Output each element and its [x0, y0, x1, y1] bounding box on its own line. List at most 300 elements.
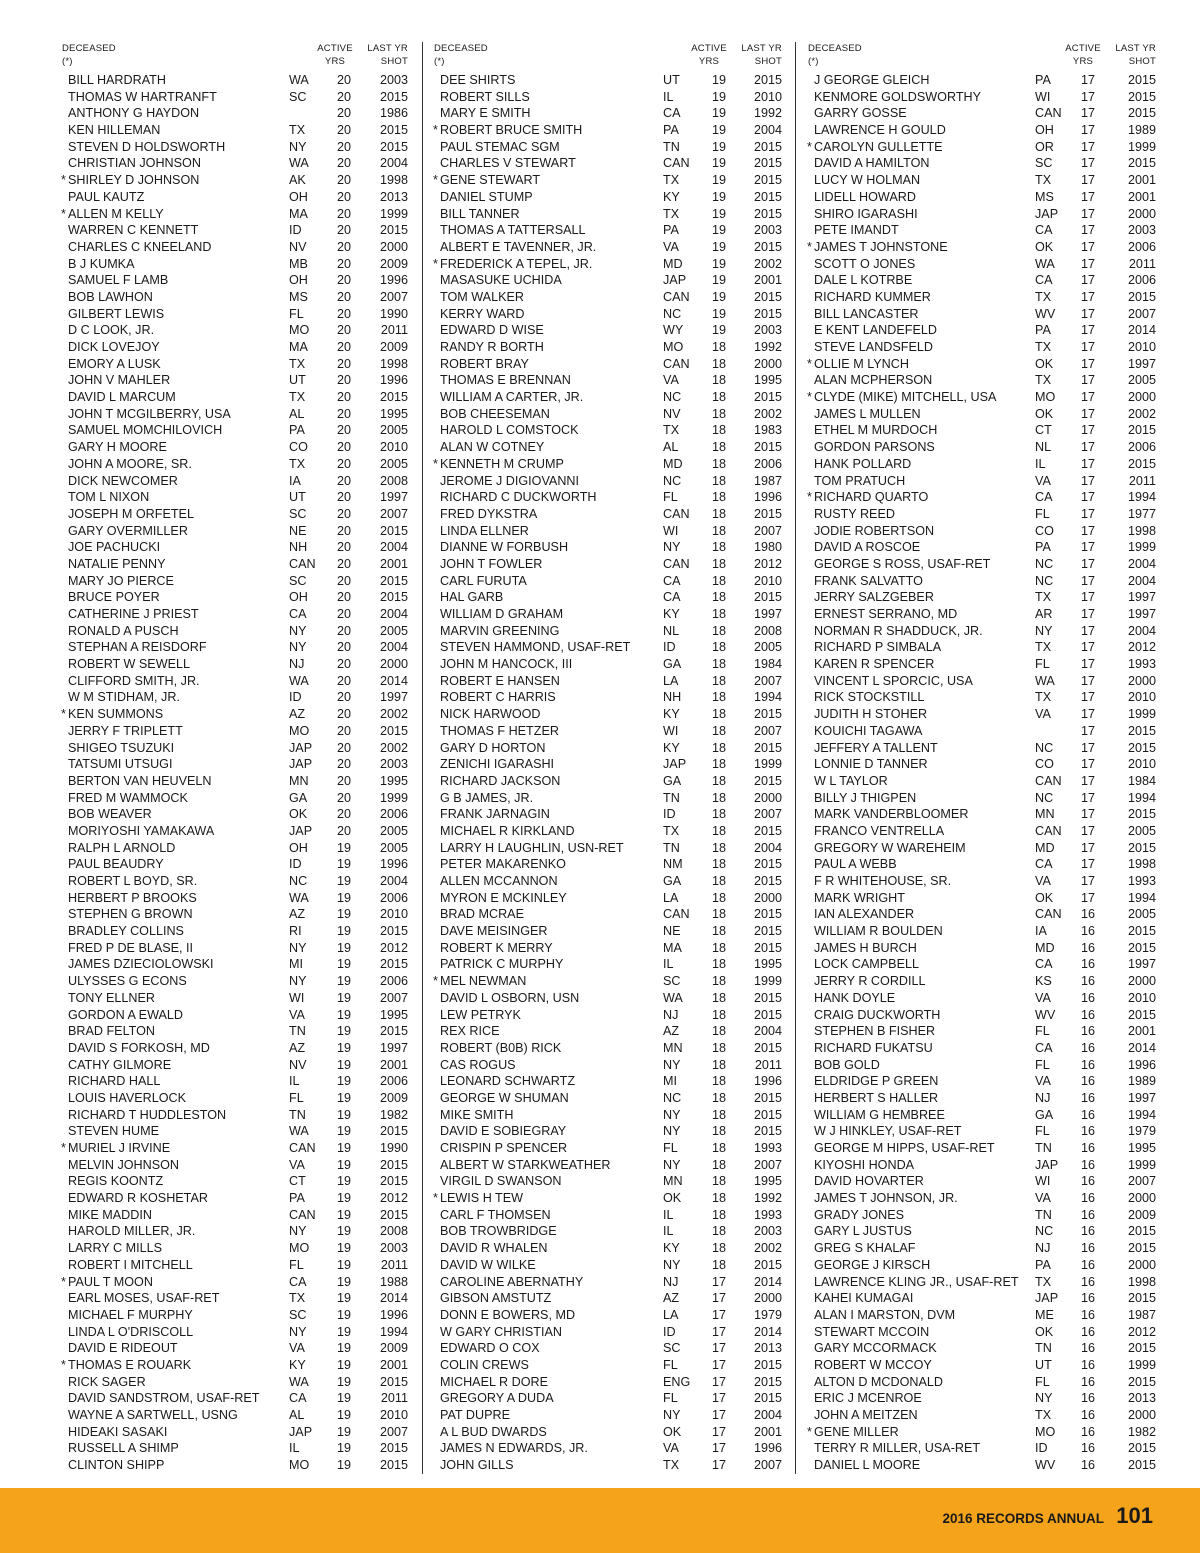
- active-years: 20: [336, 673, 351, 688]
- table-row: [62, 339, 408, 356]
- table-row: [434, 639, 782, 656]
- hunter-name: LEW PETRYK: [440, 1007, 521, 1022]
- hunter-name: FRED P DE BLASE, II: [68, 940, 194, 955]
- last-year-shot: 2000: [753, 790, 782, 805]
- last-year-shot: 2007: [1127, 306, 1156, 321]
- active-years: 20: [336, 73, 351, 87]
- table-row: [62, 1140, 408, 1157]
- last-year-shot: 2015: [1127, 1458, 1156, 1473]
- header-shot: SHOT: [1128, 56, 1156, 67]
- last-year-shot: 1979: [753, 1307, 782, 1322]
- table-row: [808, 1440, 1156, 1457]
- last-year-shot: 1995: [753, 373, 782, 388]
- last-year-shot: 2015: [1127, 289, 1156, 304]
- active-years: 16: [1080, 1191, 1095, 1206]
- active-years: 17: [1080, 323, 1095, 338]
- hunter-name: RICK SAGER: [68, 1374, 146, 1389]
- active-years: 19: [336, 1141, 351, 1155]
- hunter-name: ROBERT W SEWELL: [68, 657, 191, 672]
- table-row: [434, 1173, 782, 1190]
- table-row: [434, 689, 782, 706]
- table-row: [62, 506, 408, 523]
- table-row: [434, 1090, 782, 1107]
- hunter-name: DAVID R WHALEN: [440, 1241, 548, 1256]
- active-years: 20: [336, 440, 351, 455]
- table-row: [434, 1240, 782, 1257]
- table-row: [808, 1374, 1156, 1391]
- table-row: [434, 740, 782, 757]
- hunter-name: CAROLYN GULLETTE: [814, 139, 943, 154]
- state: TX: [663, 206, 680, 221]
- table-row: [434, 606, 782, 623]
- hunter-name: IAN ALEXANDER: [814, 907, 915, 922]
- last-year-shot: 2000: [1127, 974, 1156, 989]
- last-year-shot: 2010: [753, 573, 782, 588]
- state: CA: [1035, 1040, 1053, 1055]
- last-year-shot: 1992: [753, 106, 782, 121]
- state: CA: [289, 607, 307, 621]
- state: TX: [289, 390, 306, 405]
- hunter-name: JOHN M HANCOCK, III: [440, 657, 573, 672]
- table-row: [808, 589, 1156, 606]
- active-years: 16: [1080, 940, 1095, 955]
- table-row: [434, 1307, 782, 1324]
- active-years: 19: [711, 173, 726, 188]
- state: OK: [1035, 890, 1054, 905]
- table-row: [434, 1073, 782, 1090]
- active-years: 17: [711, 1441, 726, 1456]
- deceased-marker: *: [61, 1357, 66, 1372]
- last-year-shot: 2007: [753, 523, 782, 538]
- active-years: 20: [336, 289, 351, 304]
- hunter-name: GEORGE J KIRSCH: [814, 1257, 931, 1272]
- header-active-yrs: [315, 42, 355, 68]
- table-row: [434, 556, 782, 573]
- active-years: 20: [336, 473, 351, 488]
- hunter-name: MIKE MADDIN: [68, 1207, 152, 1222]
- active-years: 19: [336, 1241, 351, 1256]
- hunter-name: GORDON PARSONS: [814, 440, 935, 455]
- active-years: 20: [336, 423, 351, 438]
- hunter-name: GEORGE S ROSS, USAF-RET: [814, 556, 991, 571]
- hunter-name: SHIRO IGARASHI: [814, 206, 918, 221]
- hunter-name: CHARLES C KNEELAND: [68, 239, 212, 254]
- active-years: 18: [711, 790, 726, 805]
- active-years: 17: [1080, 390, 1095, 405]
- state: FL: [1035, 506, 1050, 521]
- active-years: 20: [336, 823, 351, 838]
- active-years: 19: [711, 73, 726, 87]
- table-row: [808, 1240, 1156, 1257]
- active-years: 19: [336, 940, 351, 955]
- table-row: [808, 89, 1156, 106]
- column-divider: [422, 42, 423, 1474]
- table-row: [62, 1440, 408, 1457]
- hunter-name: JAMES DZIECIOLOWSKI: [68, 957, 214, 972]
- active-years: 18: [711, 857, 726, 872]
- active-years: 17: [1080, 456, 1095, 471]
- state: JAP: [1035, 1291, 1059, 1306]
- table-row: [62, 439, 408, 456]
- active-years: 19: [336, 1224, 351, 1239]
- hunter-name: SHIRLEY D JOHNSON: [68, 173, 200, 188]
- active-years: 18: [711, 1024, 726, 1039]
- hunter-name: RONALD A PUSCH: [68, 623, 179, 638]
- active-years: 18: [711, 874, 726, 888]
- state: MO: [289, 723, 310, 738]
- table-row: [808, 1190, 1156, 1207]
- hunter-name: ROBERT C HARRIS: [440, 690, 556, 705]
- hunter-name: DAVID A HAMILTON: [814, 156, 930, 171]
- state: TX: [1035, 640, 1052, 655]
- table-row: [434, 222, 782, 239]
- table-row: [62, 1274, 408, 1291]
- active-years: 19: [336, 1157, 351, 1172]
- state: NE: [663, 924, 681, 939]
- hunter-name: KIYOSHI HONDA: [814, 1157, 915, 1172]
- last-year-shot: 2007: [753, 1458, 782, 1473]
- table-row: [62, 840, 408, 857]
- active-years: 16: [1080, 1424, 1095, 1439]
- hunter-name: JOHN A MEITZEN: [814, 1408, 918, 1422]
- last-year-shot: 1997: [379, 490, 408, 505]
- last-year-shot: 2015: [753, 139, 782, 154]
- active-years: 17: [711, 1374, 726, 1389]
- state: NY: [289, 974, 307, 989]
- active-years: 19: [711, 223, 726, 238]
- last-year-shot: 2015: [1127, 1224, 1156, 1239]
- state: TN: [663, 139, 680, 154]
- hunter-name: KENMORE GOLDSWORTHY: [814, 89, 982, 104]
- table-row: [808, 773, 1156, 790]
- hunter-name: NORMAN R SHADDUCK, JR.: [814, 623, 983, 638]
- state: TN: [663, 790, 680, 805]
- last-year-shot: 1995: [753, 957, 782, 972]
- table-row: [434, 272, 782, 289]
- table-row: [62, 556, 408, 573]
- last-year-shot: 2015: [379, 390, 408, 405]
- active-years: 18: [711, 773, 726, 788]
- table-row: [434, 1157, 782, 1174]
- last-year-shot: 1997: [1127, 607, 1156, 621]
- last-year-shot: 2014: [753, 1274, 782, 1289]
- table-row: [434, 506, 782, 523]
- state: AZ: [289, 1040, 306, 1055]
- table-row: [62, 372, 408, 389]
- state: WA: [663, 990, 683, 1005]
- state: PA: [663, 123, 679, 138]
- table-row: [434, 1340, 782, 1357]
- hunter-name: HERBERT S HALLER: [814, 1090, 939, 1105]
- last-year-shot: 1988: [379, 1274, 408, 1289]
- hunter-name: JERRY R CORDILL: [814, 974, 926, 989]
- table-row: [808, 639, 1156, 656]
- state: CAN: [1035, 823, 1062, 838]
- active-years: 19: [336, 1090, 351, 1105]
- table-row: [62, 1090, 408, 1107]
- active-years: 18: [711, 1141, 726, 1155]
- last-year-shot: 2009: [379, 340, 408, 354]
- table-row: [434, 1207, 782, 1224]
- active-years: 19: [336, 990, 351, 1005]
- hunter-name: ALAN W COTNEY: [440, 440, 545, 455]
- hunter-name: DAVID E SOBIEGRAY: [440, 1124, 567, 1139]
- hunter-name: MURIEL J IRVINE: [68, 1141, 171, 1155]
- active-years: 18: [711, 1224, 726, 1239]
- table-row: [62, 206, 408, 223]
- hunter-name: BRUCE POYER: [68, 590, 160, 605]
- active-years: 19: [711, 123, 726, 138]
- state: MD: [1035, 840, 1055, 855]
- state: OK: [663, 1191, 682, 1206]
- deceased-marker: *: [433, 256, 438, 271]
- last-year-shot: 2011: [1128, 256, 1156, 271]
- state: FL: [663, 490, 678, 505]
- table-row: [808, 723, 1156, 740]
- last-year-shot: 2014: [379, 673, 408, 688]
- table-row: [434, 573, 782, 590]
- state: FL: [1035, 657, 1050, 672]
- hunter-name: TERRY R MILLER, USA-RET: [814, 1441, 981, 1456]
- table-row: [808, 706, 1156, 723]
- active-years: 20: [336, 540, 351, 555]
- table-row: [62, 806, 408, 823]
- state: NY: [289, 1224, 307, 1239]
- table-row: [434, 523, 782, 540]
- last-year-shot: 1995: [379, 406, 408, 421]
- last-year-shot: 1996: [753, 1441, 782, 1456]
- last-year-shot: 2014: [379, 1291, 408, 1306]
- active-years: 19: [336, 1191, 351, 1206]
- last-year-shot: 1989: [1127, 1074, 1156, 1089]
- hunter-name: GENE STEWART: [440, 173, 541, 188]
- state: CA: [289, 1274, 307, 1289]
- active-years: 19: [336, 974, 351, 989]
- state: AL: [289, 1408, 305, 1422]
- table-row: [808, 1090, 1156, 1107]
- state: FL: [289, 1090, 304, 1105]
- last-year-shot: 2013: [1127, 1391, 1156, 1406]
- state: IL: [1035, 456, 1046, 471]
- table-row: [62, 973, 408, 990]
- hunter-name: HAROLD L COMSTOCK: [440, 423, 579, 438]
- state: MD: [663, 256, 683, 271]
- active-years: 20: [336, 173, 351, 188]
- active-years: 18: [711, 1124, 726, 1139]
- hunter-name: WILLIAM G HEMBREE: [814, 1107, 945, 1122]
- table-row: [62, 740, 408, 757]
- table-row: [434, 539, 782, 556]
- active-years: 16: [1080, 974, 1095, 989]
- last-year-shot: 1993: [753, 1141, 782, 1155]
- active-years: 17: [1080, 840, 1095, 855]
- table-row: [434, 823, 782, 840]
- last-year-shot: 2006: [379, 1074, 408, 1089]
- state: NY: [289, 1324, 307, 1339]
- active-years: 17: [711, 1291, 726, 1306]
- active-years: 17: [1080, 356, 1095, 371]
- hunter-name: HAROLD MILLER, JR.: [68, 1224, 196, 1239]
- table-row: [808, 1307, 1156, 1324]
- last-year-shot: 2015: [753, 239, 782, 254]
- active-years: 20: [336, 657, 351, 672]
- last-year-shot: 2000: [753, 1291, 782, 1306]
- state: TX: [289, 456, 306, 471]
- last-year-shot: 2000: [1127, 673, 1156, 688]
- last-year-shot: 1993: [1127, 657, 1156, 672]
- hunter-name: E KENT LANDEFELD: [814, 323, 937, 338]
- active-years: 18: [711, 573, 726, 588]
- state: UT: [1035, 1357, 1052, 1372]
- state: MS: [289, 289, 308, 304]
- header-deceased: [808, 42, 862, 68]
- hunter-name: STEPHEN B FISHER: [814, 1024, 936, 1039]
- state: VA: [663, 239, 679, 254]
- hunter-name: LIDELL HOWARD: [814, 189, 916, 204]
- active-years: 18: [711, 540, 726, 555]
- table-row: [434, 473, 782, 490]
- table-row: [808, 289, 1156, 306]
- header-deceased: [62, 42, 116, 68]
- last-year-shot: 2008: [753, 623, 782, 638]
- last-year-shot: 2013: [753, 1341, 782, 1356]
- active-years: 19: [336, 1107, 351, 1122]
- hunter-name: ROBERT BRAY: [440, 356, 529, 371]
- table-row: [434, 456, 782, 473]
- table-row: [62, 956, 408, 973]
- state: SC: [289, 506, 307, 521]
- last-year-shot: 2003: [753, 1224, 782, 1239]
- table-row: [808, 1073, 1156, 1090]
- table-row: [434, 422, 782, 439]
- header-last-yr: LAST YR: [367, 43, 408, 54]
- state: NC: [1035, 740, 1054, 755]
- active-years: 19: [336, 840, 351, 855]
- hunter-name: KAREN R SPENCER: [814, 657, 935, 672]
- table-row: [808, 1107, 1156, 1124]
- deceased-marker: *: [61, 206, 66, 221]
- table-row: [434, 1123, 782, 1140]
- active-years: 19: [336, 1057, 351, 1072]
- last-year-shot: 1987: [753, 473, 782, 488]
- active-years: 16: [1080, 1441, 1095, 1456]
- active-years: 20: [336, 89, 351, 104]
- hunter-name: RANDY R BORTH: [440, 340, 544, 354]
- state: LA: [663, 890, 679, 905]
- hunter-name: MARVIN GREENING: [440, 623, 560, 638]
- hunter-name: LINDA ELLNER: [440, 523, 529, 538]
- table-row: [62, 890, 408, 907]
- table-row: [62, 1307, 408, 1324]
- active-years: 17: [1080, 373, 1095, 388]
- table-row: [434, 1374, 782, 1391]
- hunter-name: SCOTT O JONES: [814, 256, 916, 271]
- active-years: 18: [711, 940, 726, 955]
- table-row: [434, 673, 782, 690]
- active-years: 16: [1080, 1291, 1095, 1306]
- state: JAP: [1035, 1157, 1059, 1172]
- active-years: 16: [1080, 1391, 1095, 1406]
- active-years: 19: [711, 106, 726, 121]
- active-years: 18: [711, 924, 726, 939]
- state: MA: [289, 206, 308, 221]
- last-year-shot: 2015: [1127, 840, 1156, 855]
- last-year-shot: 2015: [379, 1024, 408, 1039]
- state: MD: [1035, 940, 1055, 955]
- table-row: [434, 773, 782, 790]
- state: CAN: [289, 1207, 316, 1222]
- last-year-shot: 2015: [753, 823, 782, 838]
- state: NY: [1035, 1391, 1053, 1406]
- table-row: [434, 206, 782, 223]
- active-years: 20: [336, 506, 351, 521]
- state: GA: [663, 657, 682, 672]
- hunter-name: JAMES T JOHNSON, JR.: [814, 1191, 958, 1206]
- active-years: 20: [336, 139, 351, 154]
- active-years: 18: [711, 473, 726, 488]
- table-row: [62, 689, 408, 706]
- state: CAN: [663, 289, 690, 304]
- active-years: 16: [1080, 1408, 1095, 1422]
- table-row: [808, 1173, 1156, 1190]
- state: VA: [1035, 707, 1051, 722]
- state: VA: [1035, 473, 1051, 488]
- header-last-yr-shot: [741, 42, 782, 68]
- last-year-shot: 2015: [379, 523, 408, 538]
- active-years: 17: [1080, 623, 1095, 638]
- hunter-name: BOB TROWBRIDGE: [440, 1224, 557, 1239]
- state: VA: [1035, 990, 1051, 1005]
- last-year-shot: 1982: [379, 1107, 408, 1122]
- hunter-name: MASASUKE UCHIDA: [440, 273, 562, 288]
- active-years: 19: [336, 907, 351, 922]
- state: SC: [663, 1341, 681, 1356]
- last-year-shot: 2015: [753, 1124, 782, 1139]
- last-year-shot: 2006: [1127, 273, 1156, 288]
- hunter-name: TONY ELLNER: [68, 990, 156, 1005]
- active-years: 18: [711, 957, 726, 972]
- state: FL: [663, 1357, 678, 1372]
- hunter-name: NICK HARWOOD: [440, 707, 541, 722]
- hunter-name: JOHN T FOWLER: [440, 556, 543, 571]
- hunter-name: KEN SUMMONS: [68, 707, 164, 722]
- state: PA: [289, 423, 305, 438]
- active-years: 19: [711, 323, 726, 338]
- state: MN: [1035, 807, 1055, 822]
- active-years: 18: [711, 723, 726, 738]
- hunter-name: LEONARD SCHWARTZ: [440, 1074, 576, 1089]
- active-years: 19: [336, 1007, 351, 1022]
- column-divider: [795, 42, 796, 1474]
- active-years: 17: [1080, 106, 1095, 121]
- state: NJ: [663, 1274, 679, 1289]
- state: NY: [663, 1257, 681, 1272]
- table-row: [62, 1173, 408, 1190]
- state: SC: [1035, 156, 1053, 171]
- last-year-shot: 2015: [1127, 1007, 1156, 1022]
- active-years: 17: [1080, 556, 1095, 571]
- state: NC: [1035, 1224, 1054, 1239]
- state: MO: [289, 323, 310, 338]
- state: RI: [289, 924, 302, 939]
- active-years: 17: [1080, 823, 1095, 838]
- last-year-shot: 2015: [753, 857, 782, 872]
- last-year-shot: 2007: [379, 1424, 408, 1439]
- state: CT: [289, 1174, 306, 1189]
- last-year-shot: 1997: [1127, 957, 1156, 972]
- hunter-name: GILBERT LEWIS: [68, 306, 165, 321]
- last-year-shot: 2012: [379, 940, 408, 955]
